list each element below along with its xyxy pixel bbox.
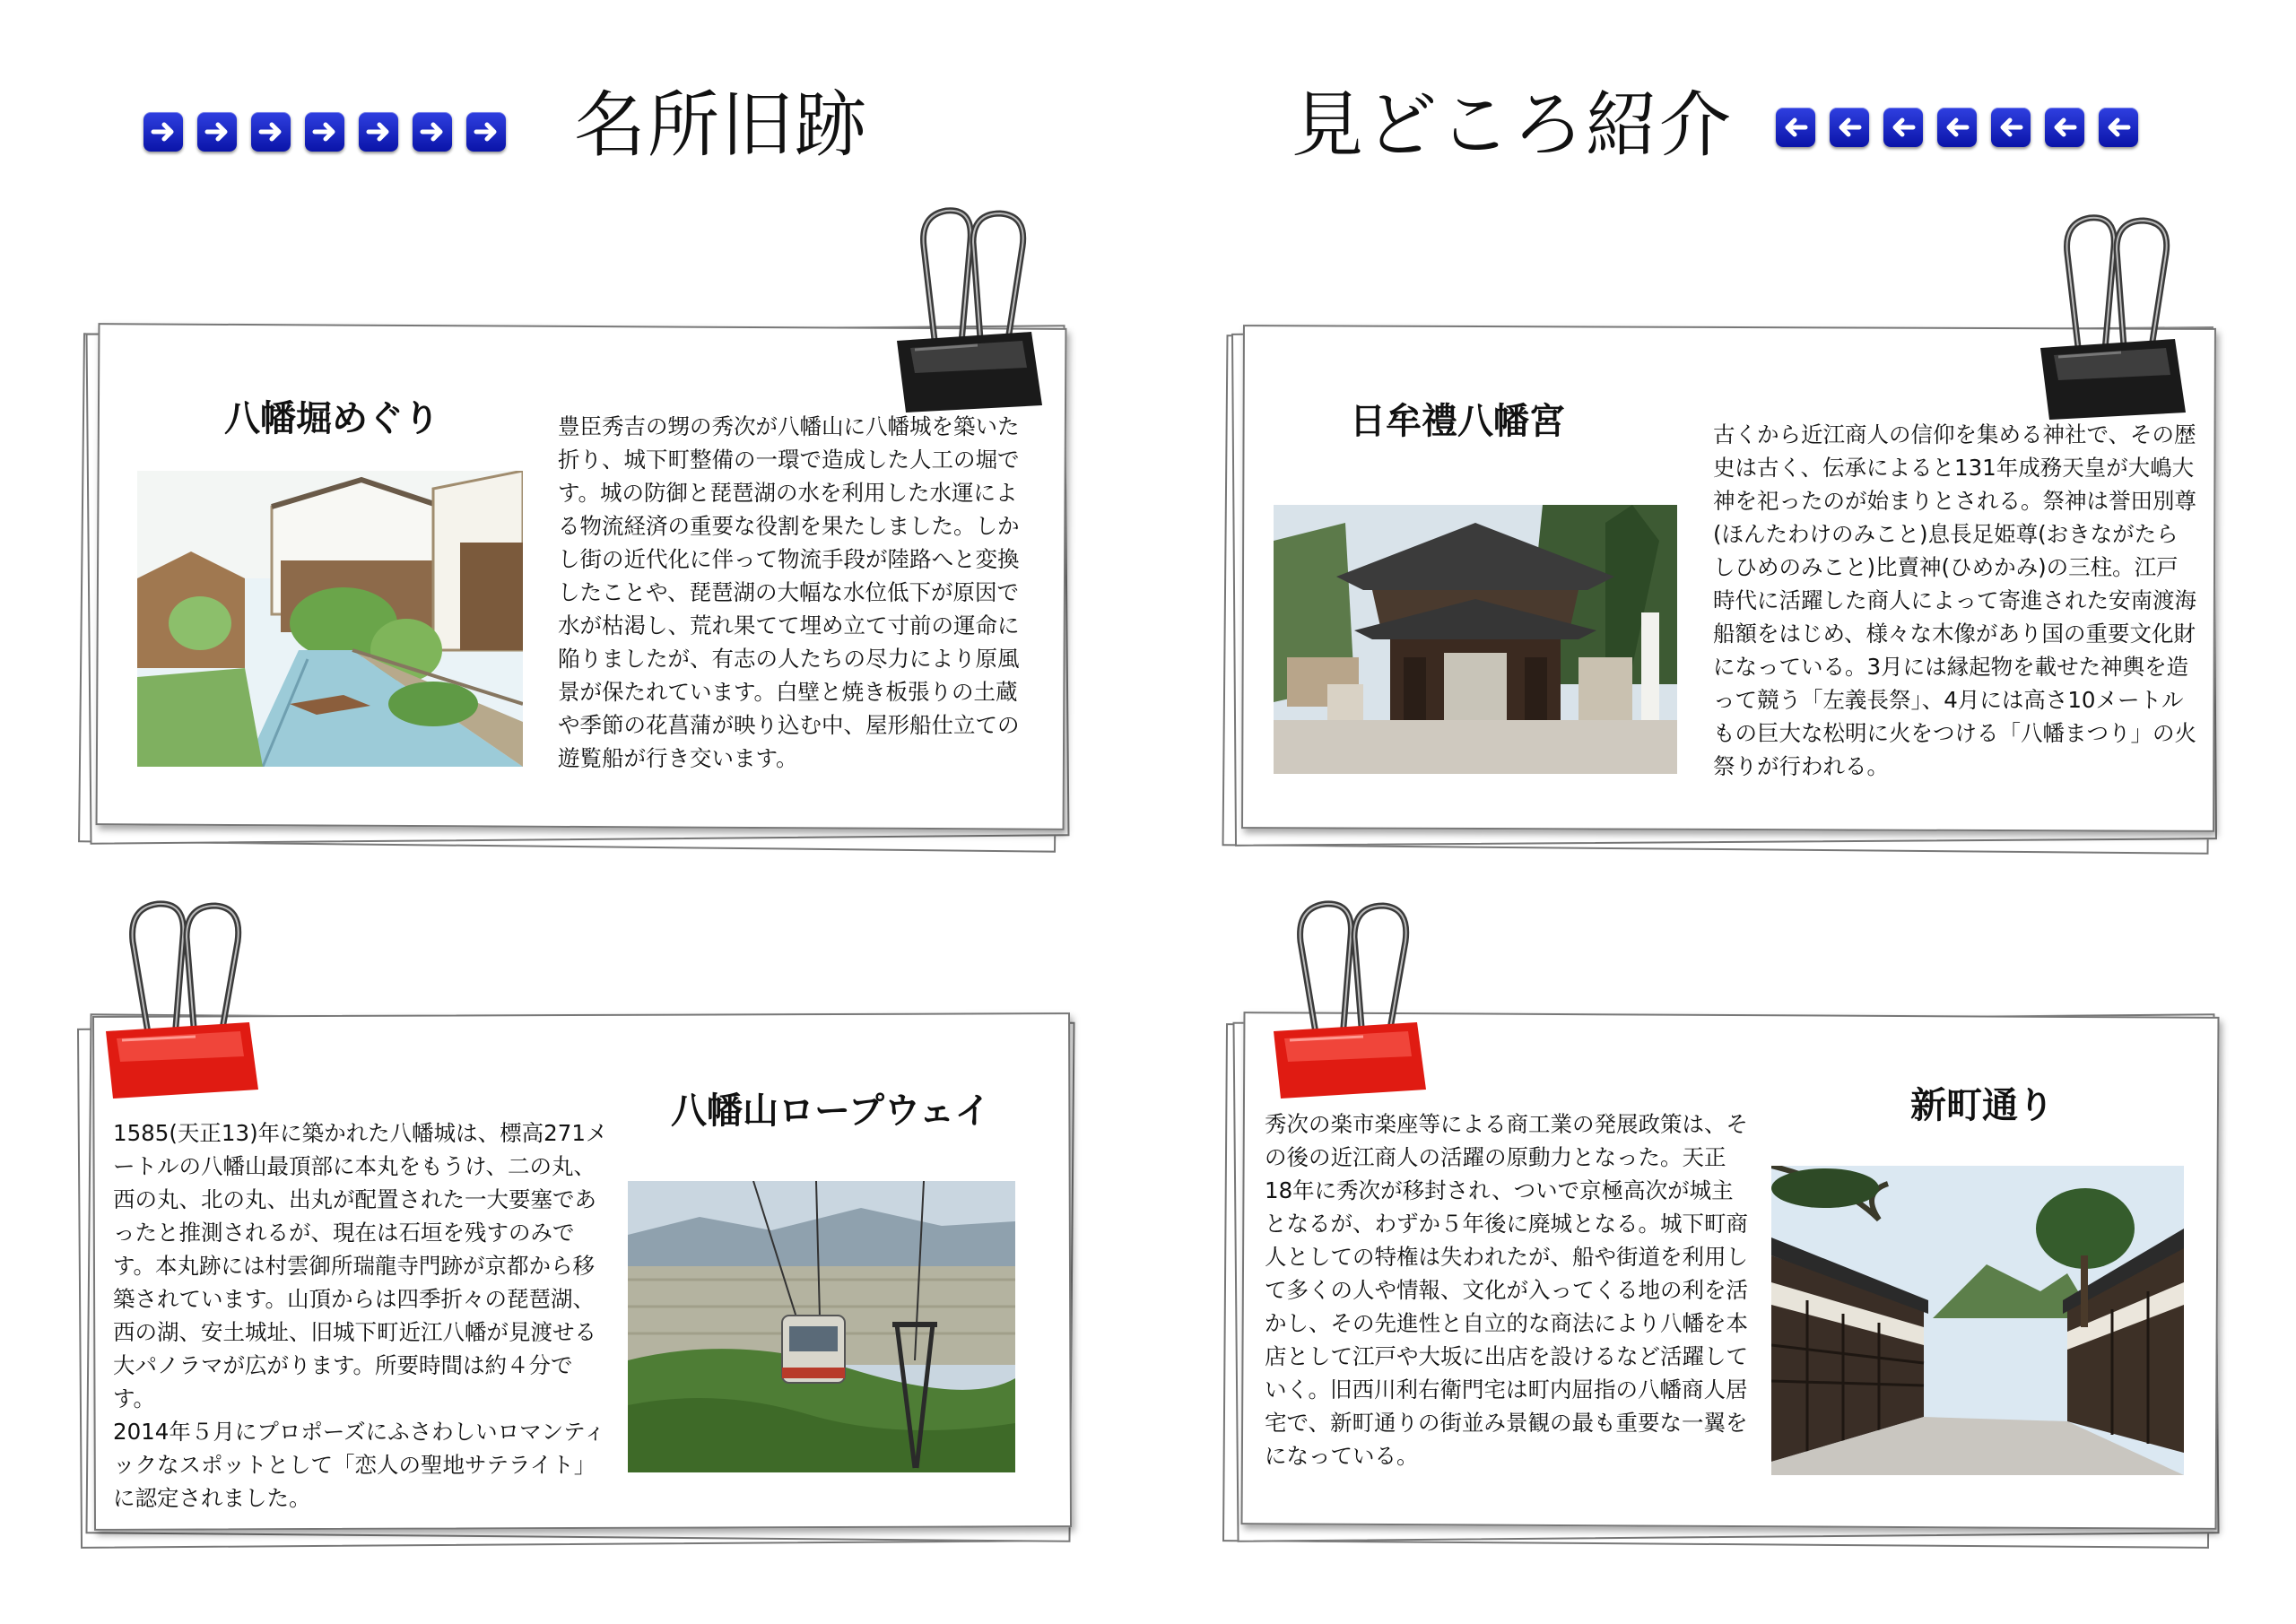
left-arrow-icon bbox=[1776, 108, 1815, 147]
card-ropeway bbox=[79, 1009, 1079, 1556]
right-arrow-row bbox=[1776, 108, 2138, 147]
right-heading: 見どころ紹介 bbox=[1292, 83, 1733, 167]
right-arrow-icon bbox=[144, 112, 183, 152]
left-arrow-icon bbox=[1883, 108, 1923, 147]
left-arrow-icon bbox=[1937, 108, 1977, 147]
card-body-text bbox=[113, 1116, 608, 1515]
card-paragraph: 1585(天正13)年に築かれた八幡城は、標高271メートルの八幡山最頂部に本丸をもうけ、二の丸、西の丸、北の丸、出丸が配置された一大要塞であったと推測されるが、現在は石垣を残すのみです。本丸跡には村雲御所瑞龍寺門跡が京都から移築されています。山頂からは四季折々の琵琶湖、西の湖、安土城址、旧城下町近江八幡が見渡せる大パノラマが広がります。所要時間は約４分です。 bbox=[113, 1120, 608, 1411]
binder-clip-icon bbox=[888, 197, 1049, 413]
card-title: 新町通り bbox=[1910, 1085, 2054, 1126]
card-paragraph: 2014年５月にプロポーズにふさわしいロマンティックなスポットとして「恋人の聖地サテライト」に認定されました。 bbox=[113, 1419, 606, 1511]
canal-photo bbox=[137, 471, 523, 767]
left-heading: 名所旧跡 bbox=[574, 83, 868, 167]
left-arrow-icon bbox=[1991, 108, 2031, 147]
right-arrow-icon bbox=[466, 112, 506, 152]
card-himure-hachimangu bbox=[1224, 321, 2224, 859]
card-title: 八幡堀めぐり bbox=[224, 398, 439, 439]
card-hachimanbori bbox=[81, 318, 1076, 856]
shrine-gate-photo bbox=[1274, 505, 1677, 774]
card-paragraph: 豊臣秀吉の甥の秀次が八幡山に八幡城を築いた折り、城下町整備の一環で造成した人工の堀です。城の防御と琵琶湖の水を利用した水運による物流経済の重要な役割を果たしました。しかし街の近代化に伴って物流手段が陸路へと変換したことや、琵琶湖の大幅な水位低下が原因で水が枯渇し、荒れ果てて埋め立て寸前の運命に陥りましたが、有志の人たちの尽力により原風景が保たれています。白壁と焼き板張りの土蔵や季節の花菖蒲が映り込む中、屋形船仕立ての遊覧船が行き交います。 bbox=[558, 413, 1020, 771]
right-arrow-icon bbox=[305, 112, 344, 152]
right-arrow-icon bbox=[251, 112, 291, 152]
right-arrow-icon bbox=[413, 112, 452, 152]
left-arrow-icon bbox=[2099, 108, 2138, 147]
card-paragraph: 古くから近江商人の信仰を集める神社で、その歴史は古く、伝承によると131年成務天皇が大嶋大神を祀ったのが始まりとされる。祭神は誉田別尊(ほんたわけのみこと)息長足姫尊(おきながたらしひめのみこと)比賣神(ひめかみ)の三柱。江戸時代に活躍した商人によって寄進された安南渡海船額をはじめ、様々な木像があり国の重要文化財になっている。3月には縁起物を載せた神輿を造って競う「左義長祭」、4月には高さ10メートルもの巨大な松明に火をつける「八幡まつり」の火祭りが行われる。 bbox=[1713, 421, 2196, 779]
card-title: 日牟禮八幡宮 bbox=[1350, 401, 1565, 442]
binder-clip-icon bbox=[1265, 888, 1435, 1103]
card-body-text bbox=[1713, 418, 2197, 783]
right-arrow-icon bbox=[197, 112, 237, 152]
right-arrow-icon bbox=[359, 112, 398, 152]
card-shinmachi bbox=[1224, 1009, 2224, 1556]
left-arrow-row bbox=[144, 112, 506, 152]
street-photo bbox=[1771, 1166, 2184, 1475]
ropeway-photo bbox=[628, 1181, 1015, 1472]
card-title: 八幡山ロープウェイ bbox=[671, 1090, 991, 1132]
binder-clip-icon bbox=[2031, 204, 2193, 420]
binder-clip-icon bbox=[97, 888, 267, 1103]
card-body-text bbox=[1265, 1107, 1753, 1472]
left-arrow-icon bbox=[1830, 108, 1869, 147]
left-arrow-icon bbox=[2045, 108, 2084, 147]
card-body-text bbox=[558, 410, 1033, 775]
card-paragraph: 秀次の楽市楽座等による商工業の発展政策は、その後の近江商人の活躍の原動力となった。天正18年に秀次が移封され、ついで京極高次が城主となるが、わずか５年後に廃城となる。城下町商人としての特権は失われたが、船や街道を利用して多くの人や情報、文化が入ってくる地の利を活かし、その先進性と自立的な商法により八幡を本店として江戸や大坂に出店を設けるなど活躍していく。旧西川利右衛門宅は町内屈指の八幡商人居宅で、新町通りの街並み景観の最も重要な一翼をになっている。 bbox=[1265, 1111, 1748, 1469]
